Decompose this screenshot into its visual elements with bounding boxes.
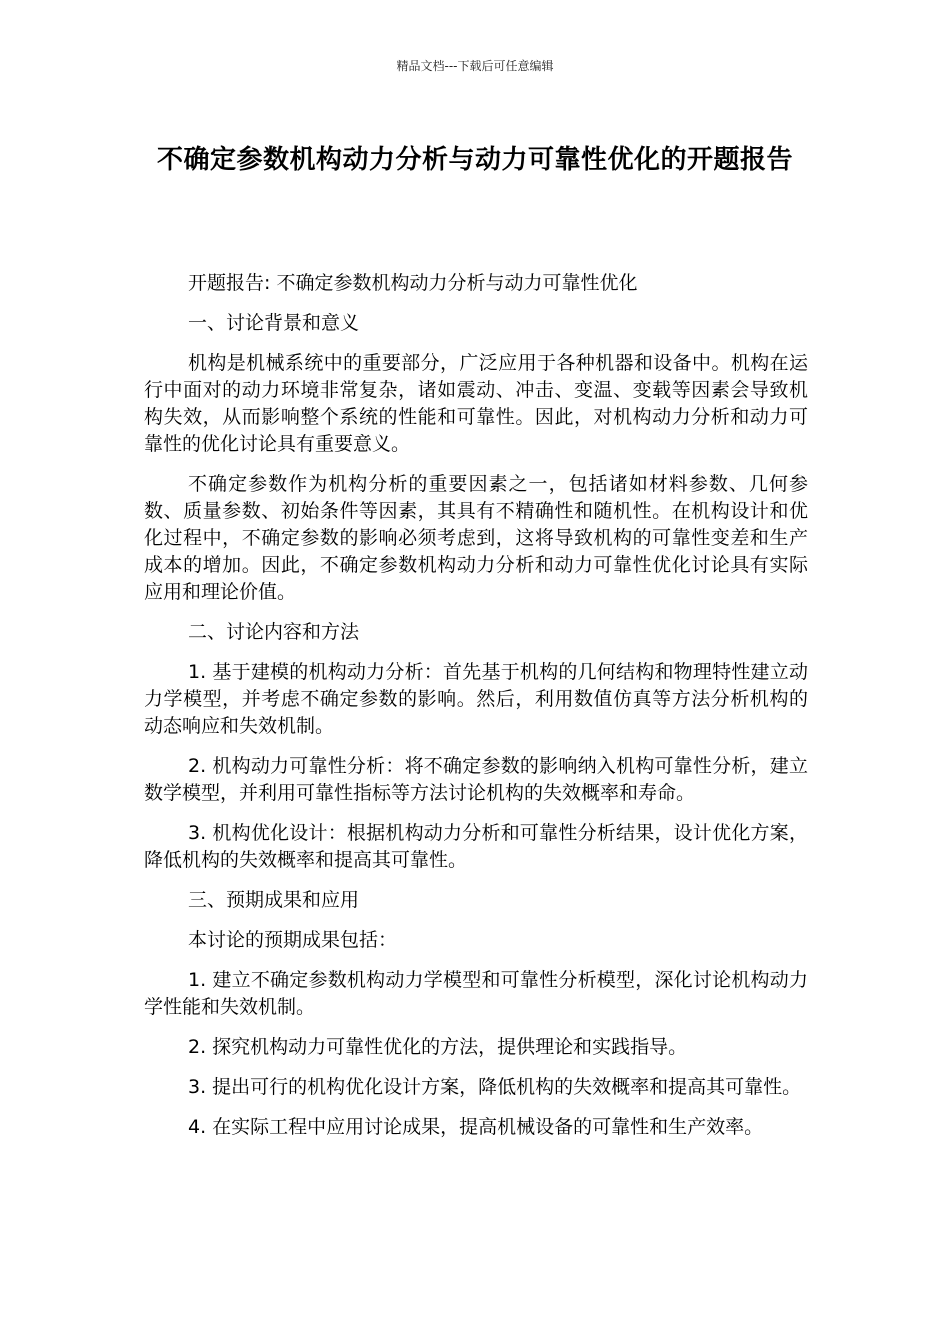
section-3-heading: 三、预期成果和应用 <box>188 889 360 911</box>
body-paragraph: 不确定参数作为机构分析的重要因素之一，包括诸如材料参数、几何参数、质量参数、初始条件等因素，其具有不精确性和随机性。在机构设计和优化过程中，不确定参数的影响必须考虑到，这将导致机构的可靠性变差和生产成本的增加。因此，不确定参数机构动力分析和动力可靠性优化讨论具有实际应用和理论价值。 <box>144 473 808 603</box>
list-item: 1. 基于建模的机构动力分析：首先基于机构的几何结构和物理特性建立动力学模型，并考虑不确定参数的影响。然后，利用数值仿真等方法分析机构的动态响应和失效机制。 <box>144 661 808 737</box>
body-paragraph: 本讨论的预期成果包括： <box>188 929 398 951</box>
section-2-heading: 二、讨论内容和方法 <box>188 621 360 643</box>
document-body <box>144 270 808 1154</box>
list-item: 2. 机构动力可靠性分析：将不确定参数的影响纳入机构可靠性分析，建立数学模型，并利用可靠性指标等方法讨论机构的失效概率和寿命。 <box>144 755 808 804</box>
page-header: 精品文档---下载后可任意编辑 <box>396 59 554 73</box>
list-item: 1. 建立不确定参数机构动力学模型和可靠性分析模型，深化讨论机构动力学性能和失效机制。 <box>144 969 808 1018</box>
body-paragraph: 机构是机械系统中的重要部分，广泛应用于各种机器和设备中。机构在运行中面对的动力环境非常复杂，诸如震动、冲击、变温、变载等因素会导致机构失效，从而影响整个系统的性能和可靠性。因此，对机构动力分析和动力可靠性的优化讨论具有重要意义。 <box>144 352 808 455</box>
section-1-heading: 一、讨论背景和意义 <box>188 312 360 334</box>
list-item: 3. 提出可行的机构优化设计方案，降低机构的失效概率和提高其可靠性。 <box>188 1076 802 1098</box>
list-item: 2. 探究机构动力可靠性优化的方法，提供理论和实践指导。 <box>188 1036 688 1058</box>
list-item: 3. 机构优化设计：根据机构动力分析和可靠性分析结果，设计优化方案，降低机构的失效概率和提高其可靠性。 <box>144 822 808 871</box>
list-item: 4. 在实际工程中应用讨论成果，提高机械设备的可靠性和生产效率。 <box>188 1116 764 1138</box>
report-heading: 开题报告: 不确定参数机构动力分析与动力可靠性优化 <box>188 272 638 294</box>
document-title: 不确定参数机构动力分析与动力可靠性优化的开题报告 <box>156 145 793 175</box>
